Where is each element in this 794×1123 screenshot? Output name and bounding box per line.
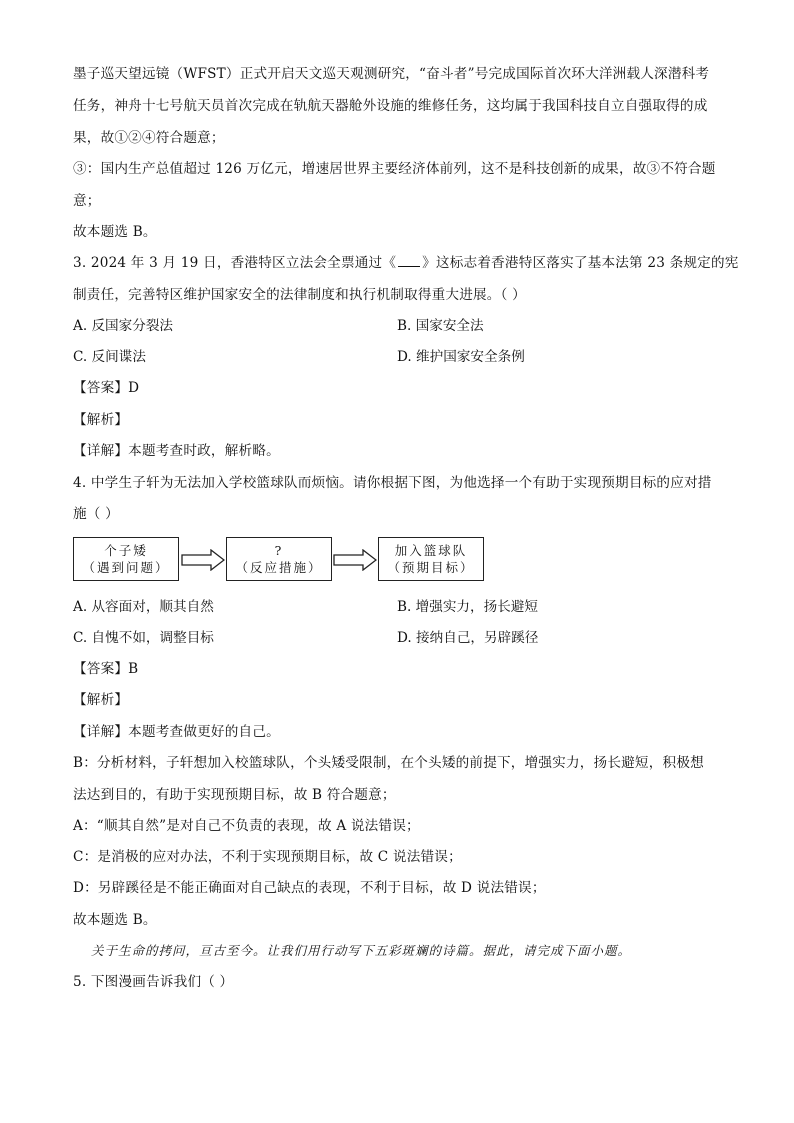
q4-option-b: B. 增强实力，扬长避短 xyxy=(397,599,538,615)
q3-stem-line-1 xyxy=(73,253,739,273)
q4-explain-d: D：另辟蹊径是不能正确面对自己缺点的表现，不利于目标，故 D 说法错误； xyxy=(73,880,546,896)
q2-text-line-4: ③：国内生产总值超过 126 万亿元，增速居世界主要经济体前列，这不是科技创新的成果，故③不符合题 xyxy=(73,161,716,177)
flow-box-problem xyxy=(73,537,179,581)
q2-conclusion: 故本题选 B。 xyxy=(73,224,157,240)
q3-option-d: D. 维护国家安全条例 xyxy=(397,349,525,365)
q4-stem-line-2: 施（ ） xyxy=(73,506,119,522)
q2-text-line-2: 任务，神舟十七号航天员首次完成在轨航天器舱外设施的维修任务，这均属于我国科技自立自强取得的成 xyxy=(73,98,708,114)
q3-stem-part-a: 3. 2024 年 3 月 19 日，香港特区立法会全票通过《 xyxy=(73,255,397,271)
q2-text-line-5: 意； xyxy=(73,193,101,209)
q4-explain-b-line-1: B：分析材料，子轩想加入校篮球队，个头矮受限制，在个头矮的前提下，增强实力，扬长避短，积极想 xyxy=(73,755,704,771)
flow-box-measure xyxy=(226,537,332,581)
q4-explain-c: C：是消极的应对办法，不利于实现预期目标，故 C 说法错误； xyxy=(73,849,462,865)
section-intro: 关于生命的拷问，亘古至今。让我们用行动写下五彩斑斓的诗篇。据此，请完成下面小题。 xyxy=(91,943,632,958)
flow-box-problem-title: 个子矮 xyxy=(104,543,148,558)
flow-box-goal-title: 加入篮球队 xyxy=(394,543,468,558)
flow-arrow-2 xyxy=(333,549,377,571)
q4-answer: 【答案】B xyxy=(73,661,139,677)
flow-box-goal-caption: （预期目标） xyxy=(387,560,475,575)
q3-answer: 【答案】D xyxy=(73,380,140,396)
flow-box-problem-caption: （遇到问题） xyxy=(82,560,170,575)
q3-option-b: B. 国家安全法 xyxy=(397,318,484,334)
q3-option-a: A. 反国家分裂法 xyxy=(73,318,174,334)
flow-box-goal xyxy=(378,537,484,581)
q4-detail: 【详解】本题考查做更好的自己。 xyxy=(73,724,280,740)
q4-option-c: C. 自愧不如，调整目标 xyxy=(73,630,214,646)
flow-arrow-1 xyxy=(181,549,225,571)
q4-explain-a: A：“顺其自然”是对自己不负责的表现，故 A 说法错误； xyxy=(73,818,420,834)
q5-stem: 5. 下图漫画告诉我们（ ） xyxy=(73,974,234,990)
flow-box-measure-title: ? xyxy=(274,543,284,558)
q3-analysis: 【解析】 xyxy=(73,412,129,428)
q4-conclusion: 故本题选 B。 xyxy=(73,912,157,928)
q4-option-d: D. 接纳自己，另辟蹊径 xyxy=(397,630,539,646)
q4-stem-line-1: 4. 中学生子轩为无法加入学校篮球队而烦恼。请你根据下图，为他选择一个有助于实现预期目标的应对措 xyxy=(73,475,712,491)
q4-explain-b-line-2: 法达到目的，有助于实现预期目标，故 B 符合题意； xyxy=(73,787,396,803)
flow-box-measure-caption: （反应措施） xyxy=(235,560,323,575)
q3-option-c: C. 反间谍法 xyxy=(73,349,146,365)
q3-detail: 【详解】本题考查时政，解析略。 xyxy=(73,443,280,459)
q2-text-line-1: 墨子巡天望远镜（WFST）正式开启天文巡天观测研究，“奋斗者”号完成国际首次环大洋洲载人深潜科考 xyxy=(73,66,710,82)
q2-text-line-3: 果，故①②④符合题意； xyxy=(73,130,225,146)
q3-stem-line-2: 制责任，完善特区维护国家安全的法律制度和执行机制取得重大进展。（ ） xyxy=(73,287,526,303)
q4-analysis: 【解析】 xyxy=(73,692,129,708)
q4-option-a: A. 从容面对，顺其自然 xyxy=(73,599,214,615)
q3-stem-part-b: 》这标志着香港特区落实了基本法第 23 条规定的宪 xyxy=(422,255,739,271)
q3-blank xyxy=(398,254,420,267)
